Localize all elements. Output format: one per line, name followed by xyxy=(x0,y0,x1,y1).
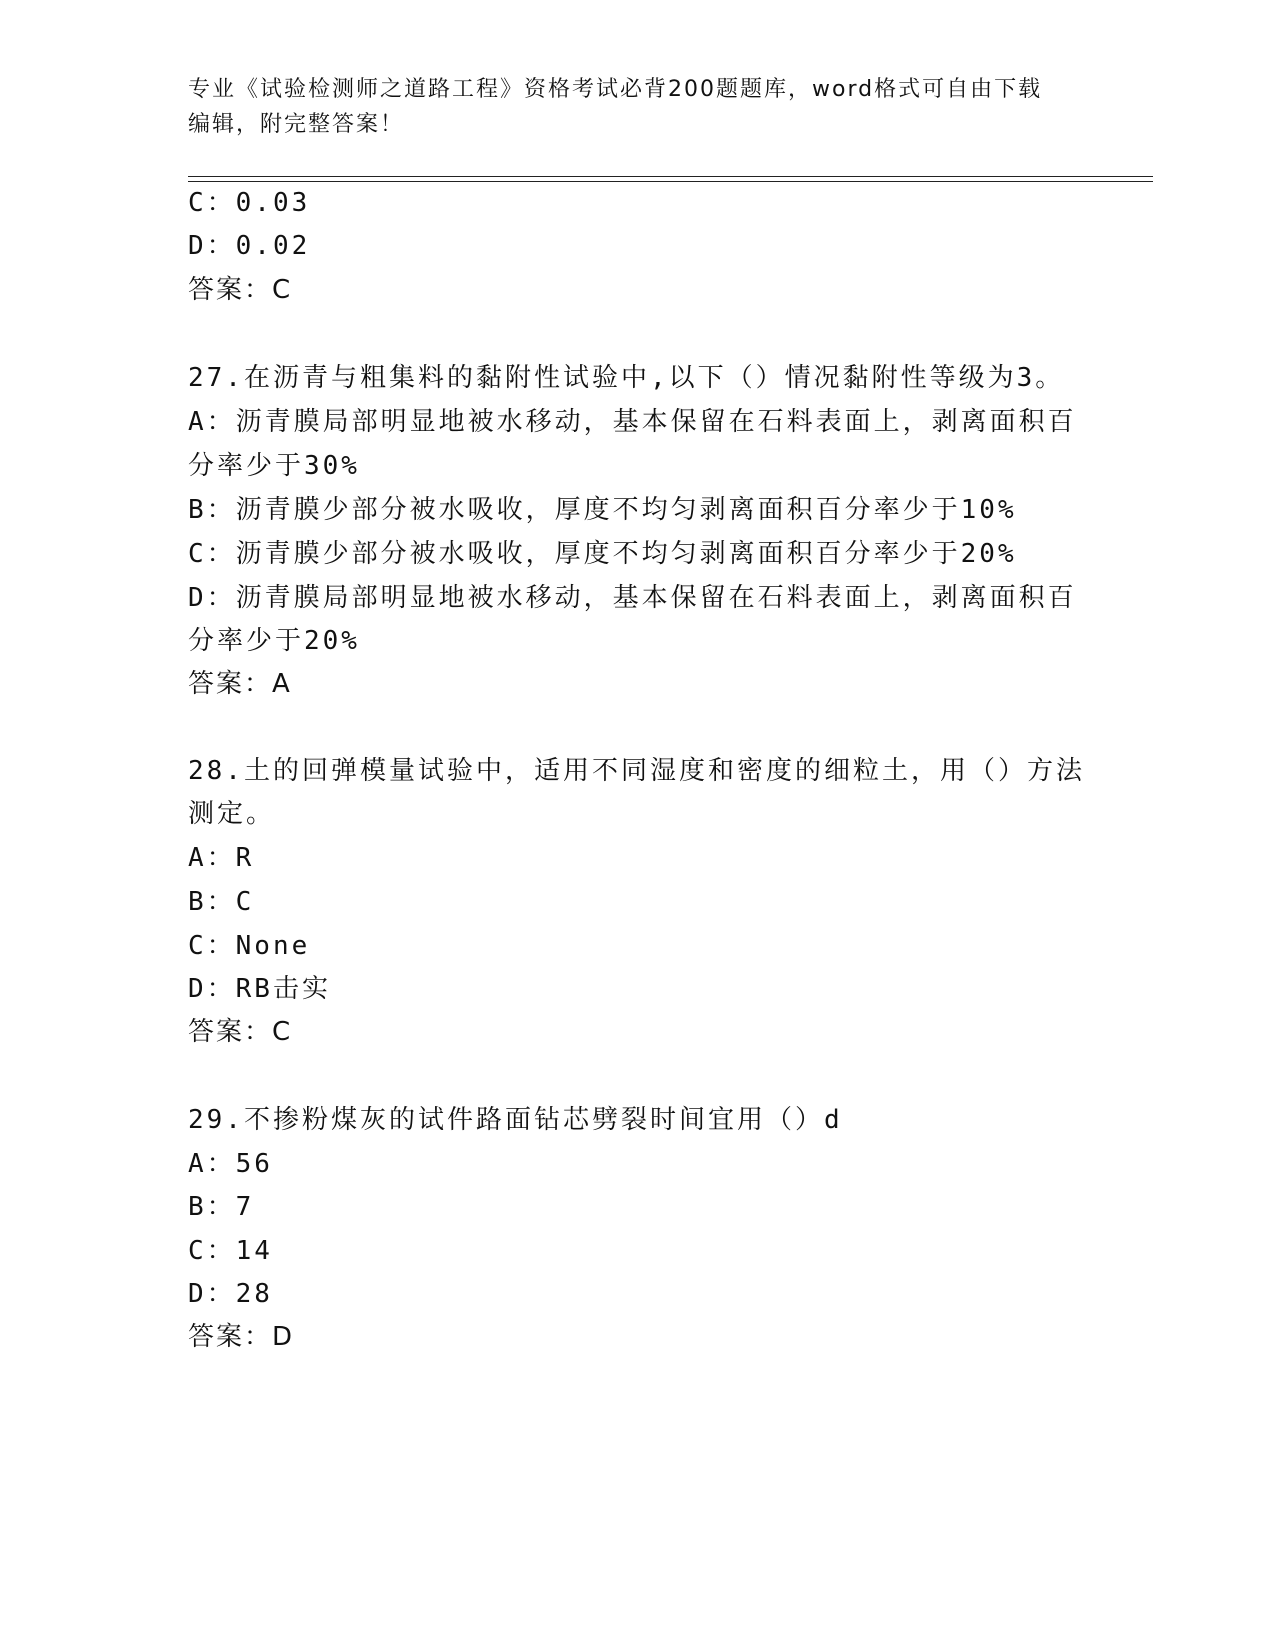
q27-option-b: B：沥青膜少部分被水吸收，厚度不均匀剥离面积百分率少于10% xyxy=(188,495,1017,525)
q27-option-d-line-1: D：沥青膜局部明显地被水移动，基本保留在石料表面上，剥离面积百 xyxy=(188,583,1077,613)
document-header xyxy=(188,72,1088,142)
q28-stem-line-2: 测定。 xyxy=(188,799,276,829)
q29-option-a: A：56 xyxy=(188,1149,273,1179)
prev-option-d: D：0.02 xyxy=(188,231,311,261)
q29-option-d: D：28 xyxy=(188,1279,273,1309)
q28-option-c: C：None xyxy=(188,931,311,961)
header-title-line-2: 编辑，附完整答案！ xyxy=(188,112,405,137)
q27-stem: 27.在沥青与粗集料的黏附性试验中,以下（）情况黏附性等级为3。 xyxy=(188,363,1065,393)
q27-answer: 答案：A xyxy=(188,669,292,699)
prev-option-c: C：0.03 xyxy=(188,188,311,218)
header-divider-top xyxy=(188,176,1153,177)
q29-option-c: C：14 xyxy=(188,1236,273,1266)
q27-option-a-line-1: A：沥青膜局部明显地被水移动，基本保留在石料表面上，剥离面积百 xyxy=(188,407,1077,437)
q29-stem: 29.不掺粉煤灰的试件路面钻芯劈裂时间宜用（）d xyxy=(188,1105,843,1135)
q28-option-a: A：R xyxy=(188,843,255,873)
q27-option-d-line-2: 分率少于20% xyxy=(188,626,360,656)
q27-option-c: C：沥青膜少部分被水吸收，厚度不均匀剥离面积百分率少于20% xyxy=(188,539,1017,569)
header-title-line-1: 专业《试验检测师之道路工程》资格考试必背200题题库，word格式可自由下载 xyxy=(188,77,1043,102)
q29-answer: 答案：D xyxy=(188,1322,295,1352)
prev-answer: 答案：C xyxy=(188,275,293,305)
q29-option-b: B：7 xyxy=(188,1192,255,1222)
q27-option-a-line-2: 分率少于30% xyxy=(188,451,360,481)
q28-option-b: B：C xyxy=(188,887,255,917)
q28-option-d: D：RB击实 xyxy=(188,974,331,1004)
q28-stem-line-1: 28.土的回弹模量试验中，适用不同湿度和密度的细粒土，用（）方法 xyxy=(188,756,1085,786)
q28-answer: 答案：C xyxy=(188,1017,293,1047)
header-divider-bottom xyxy=(188,181,1153,182)
